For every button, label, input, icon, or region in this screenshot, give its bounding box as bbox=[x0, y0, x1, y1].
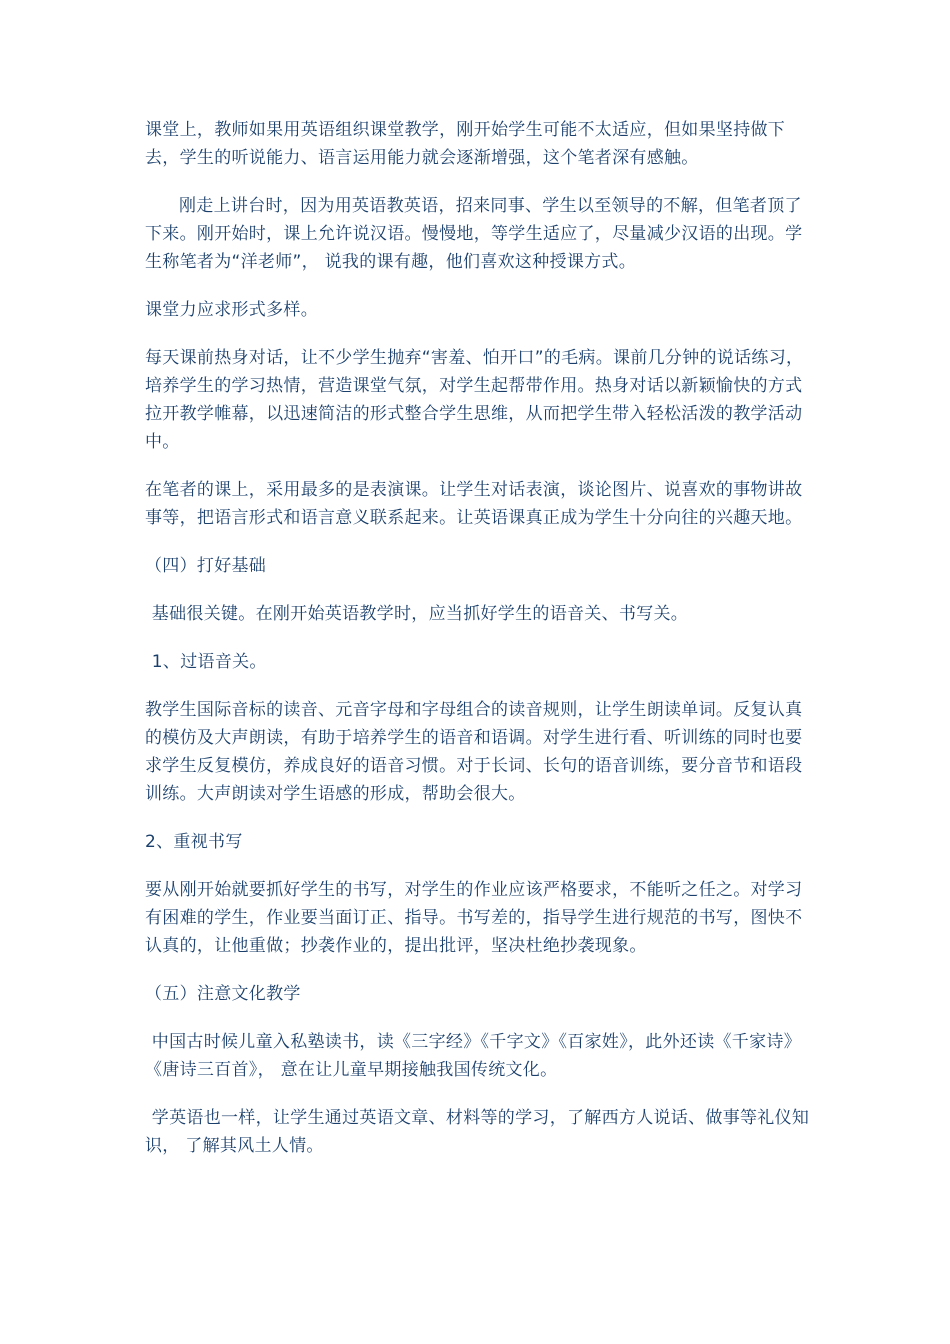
paragraph-intro: 课堂上，教师如果用英语组织课堂教学，刚开始学生可能不太适应，但如果坚持做下去，学生的听说能力、语言运用能力就会逐渐增强，这个笔者深有感触。 bbox=[145, 120, 786, 168]
document-page bbox=[145, 116, 811, 1180]
subheading-writing: 2、重视书写 bbox=[145, 832, 243, 852]
section-heading-culture: （五）注意文化教学 bbox=[145, 984, 301, 1004]
paragraph-writing: 要从刚开始就要抓好学生的书写，对学生的作业应该严格要求，不能听之任之。对学习有困难的学生，作业要当面订正、指导。书写差的，指导学生进行规范的书写，图快不认真的，让他重做；抄袭作业的，提出批评，坚决杜绝抄袭现象。 bbox=[145, 880, 803, 956]
section-heading-foundation: （四）打好基础 bbox=[145, 556, 267, 576]
paragraph-western-culture: 学英语也一样，让学生通过英语文章、材料等的学习，了解西方人说话、做事等礼仪知识， 了解其风土人情。 bbox=[145, 1108, 810, 1156]
subheading-pronunciation: 1、过语音关。 bbox=[151, 652, 267, 672]
paragraph-chinese-tradition: 中国古时候儿童入私塾读书，读《三字经》《千字文》《百家姓》，此外还读《千家诗》《唐诗三百首》， 意在让儿童早期接触我国传统文化。 bbox=[145, 1032, 801, 1080]
paragraph-foundation: 基础很关键。在刚开始英语教学时，应当抓好学生的语音关、书写关。 bbox=[151, 604, 689, 624]
paragraph-performance: 在笔者的课上，采用最多的是表演课。让学生对话表演，谈论图片、说喜欢的事物讲故事等，把语言形式和语言意义联系起来。让英语课真正成为学生十分向往的兴趣天地。 bbox=[145, 480, 803, 528]
paragraph-variety: 课堂力应求形式多样。 bbox=[145, 300, 318, 320]
paragraph-experience: 刚走上讲台时，因为用英语教英语，招来同事、学生以至领导的不解，但笔者顶了下来。刚开始时，课上允许说汉语。慢慢地，等学生适应了，尽量减少汉语的出现。学生称笔者为“洋老师”， 说我的课有趣，他们喜欢这种授课方式。 bbox=[145, 196, 803, 272]
paragraph-pronunciation: 教学生国际音标的读音、元音字母和字母组合的读音规则，让学生朗读单词。反复认真的模仿及大声朗读，有助于培养学生的语音和语调。对学生进行看、听训练的同时也要求学生反复模仿，养成良好的语音习惯。对于长词、长句的语音训练，要分音节和语段训练。大声朗读对学生语感的形成，帮助会很大。 bbox=[145, 700, 803, 804]
paragraph-warmup: 每天课前热身对话，让不少学生抛弃“害羞、怕开口”的毛病。课前几分钟的说话练习，培养学生的学习热情，营造课堂气氛，对学生起帮带作用。热身对话以新颖愉快的方式拉开教学帷幕，以迅速简洁的形式整合学生思维，从而把学生带入轻松活泼的教学活动中。 bbox=[145, 348, 804, 452]
